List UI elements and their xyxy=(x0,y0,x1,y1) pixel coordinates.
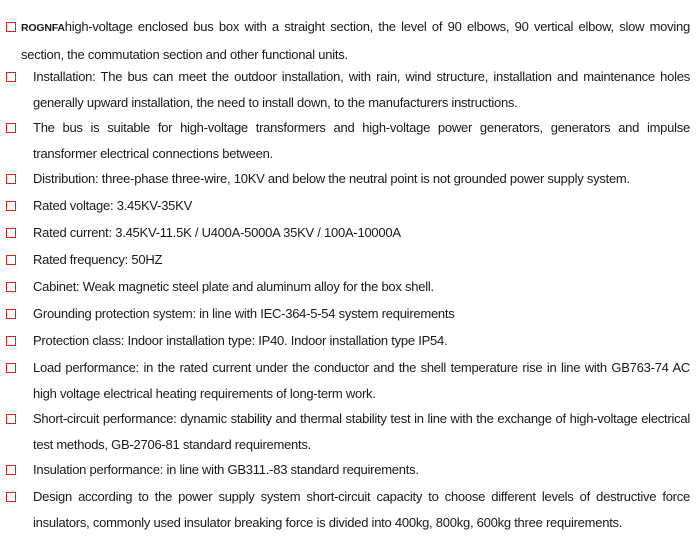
list-item-text: The bus is suitable for high-voltage transformers and high-voltage power generators, generators and impulse transformer electrical connections between. xyxy=(33,120,690,161)
list-item-text: Protection class: Indoor installation type: IP40. Indoor installation type IP54. xyxy=(33,333,448,348)
list-item-text: Grounding protection system: in line with IEC-364-5-54 system requirements xyxy=(33,306,455,321)
list-item-body: high-voltage enclosed bus box with a straight section, the level of 90 elbows, 90 vertical elbow, slow moving section, the commutation section and other functional units. xyxy=(21,19,690,62)
list-item-text: Short-circuit performance: dynamic stability and thermal stability test in line with the exchange of high-voltage electrical test methods, GB-2706-81 standard requirements. xyxy=(33,411,690,452)
list-item-text: Design according to the power supply system short-circuit capacity to choose different levels of destructive force insulators, commonly used insulator breaking force is divided into 400kg, 800kg, 600kg three requirements. xyxy=(33,489,690,530)
checkbox-bullet-icon xyxy=(6,336,16,346)
checkbox-bullet-icon xyxy=(6,123,16,133)
checkbox-bullet-icon xyxy=(6,174,16,184)
checkbox-bullet-icon xyxy=(6,414,16,424)
list-item-text: Distribution: three-phase three-wire, 10KV and below the neutral point is not grounded power supply system. xyxy=(33,171,630,186)
list-item-text: Cabinet: Weak magnetic steel plate and aluminum alloy for the box shell. xyxy=(33,279,434,294)
list-item-text xyxy=(21,14,690,67)
checkbox-bullet-icon xyxy=(6,22,16,32)
checkbox-bullet-icon xyxy=(6,363,16,373)
list-item-text: Rated voltage: 3.45KV-35KV xyxy=(33,198,193,213)
checkbox-bullet-icon xyxy=(6,282,16,292)
brand-name: ROGNFA xyxy=(21,22,65,34)
checkbox-bullet-icon xyxy=(6,309,16,319)
list-item-text: Installation: The bus can meet the outdoor installation, with rain, wind structure, installation and maintenance holes generally upward installation, the need to install down, to the manufacturers instructions. xyxy=(33,69,690,110)
list-item-text: Rated current: 3.45KV-11.5K / U400A-5000A 35KV / 100A-10000A xyxy=(33,225,401,240)
checkbox-bullet-icon xyxy=(6,465,16,475)
checkbox-bullet-icon xyxy=(6,228,16,238)
list-item-text: Insulation performance: in line with GB311.-83 standard requirements. xyxy=(33,462,419,477)
checkbox-bullet-icon xyxy=(6,255,16,265)
checkbox-bullet-icon xyxy=(6,201,16,211)
list-item-text: Rated frequency: 50HZ xyxy=(33,252,163,267)
checkbox-bullet-icon xyxy=(6,72,16,82)
checkbox-bullet-icon xyxy=(6,492,16,502)
list-item-text: Load performance: in the rated current under the conductor and the shell temperature rise in line with GB763-74 AC high voltage electrical heating requirements of long-term work. xyxy=(33,360,690,401)
